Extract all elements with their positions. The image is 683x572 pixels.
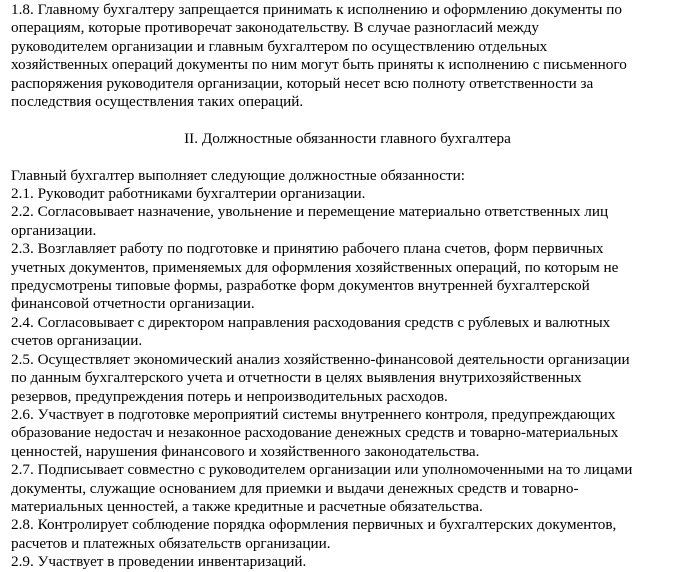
text-line: 2.3. Возглавляет работу по подготовке и принятию рабочего плана счетов, форм первичных xyxy=(11,240,604,258)
text-line: 2.4. Согласовывает с директором направления расходования средств с рублевых и валютных xyxy=(11,313,611,331)
duty-2-8 xyxy=(11,516,676,553)
text-line: финансовой отчетности организации. xyxy=(11,295,255,313)
text-line: последствия осуществления таких операций. xyxy=(11,93,304,111)
duty-2-3 xyxy=(11,240,676,314)
text-line: 2.8. Контролирует соблюдение порядка оформления первичных и бухгалтерских документов, xyxy=(11,516,617,534)
lead-in-text: Главный бухгалтер выполняет следующие должностные обязанности: xyxy=(11,166,465,184)
text-line: организации. xyxy=(11,221,97,239)
duty-2-7 xyxy=(11,461,676,516)
text-line: 2.2. Согласовывает назначение, увольнение и перемещение материально ответственных лиц xyxy=(11,203,609,221)
text-line: 1.8. Главному бухгалтеру запрещается принимать к исполнению и оформлению документы по xyxy=(11,1,622,18)
duty-2-9 xyxy=(11,553,676,571)
text-line: операциям, которые противоречат законодательству. В случае разногласий между xyxy=(11,19,539,37)
text-line: предусмотрены типовые формы, разработке форм документов внутренней бухгалтерской xyxy=(11,277,590,295)
spacer xyxy=(11,148,676,166)
duty-2-4 xyxy=(11,314,676,351)
duty-2-2 xyxy=(11,203,676,240)
text-line: документы, служащие основанием для приемки и выдачи денежных средств и товарно- xyxy=(11,479,579,497)
text-line: ценностей, нарушения финансового и хозяйственного законодательства. xyxy=(11,442,480,460)
text-line: 2.5. Осуществляет экономический анализ хозяйственно-финансовой деятельности организации xyxy=(11,350,630,368)
text-line: резервов, предупреждения потерь и непроизводительных расходов. xyxy=(11,387,448,405)
duty-2-6 xyxy=(11,406,676,461)
text-line: распоряжения руководителя организации, который несет всю полноту ответственности за xyxy=(11,74,594,92)
section-heading: II. Должностные обязанности главного бухгалтера xyxy=(184,129,511,147)
paragraph-1-8 xyxy=(11,1,676,111)
text-line: руководителем организации и главным бухгалтером по осуществлению отдельных xyxy=(11,37,548,55)
text-line: учетных документов, применяемых для оформления хозяйственных операций, по которым не xyxy=(11,258,619,276)
duty-2-5 xyxy=(11,351,676,406)
text-line: материальных ценностей, а также кредитные и расчетные обязательства. xyxy=(11,497,483,515)
text-line: хозяйственных операций документы по ним могут быть приняты к исполнению с письменного xyxy=(11,56,627,74)
duty-2-1 xyxy=(11,185,676,203)
text-line: 2.6. Участвует в подготовке мероприятий системы внутреннего контроля, предупреждающих xyxy=(11,405,616,423)
text-line: образование недостач и незаконное расходование денежных средств и товарно-материальных xyxy=(11,424,619,442)
spacer xyxy=(11,111,676,129)
text-line: по данным бухгалтерского учета и отчетности в целях выявления внутрихозяйственных xyxy=(11,369,582,387)
text-line: 2.1. Руководит работниками бухгалтерии организации. xyxy=(11,185,366,203)
text-line: счетов организации. xyxy=(11,332,143,350)
text-line: 2.7. Подписывает совместно с руководителем организации или уполномоченными на то лицами xyxy=(11,461,633,479)
document-body xyxy=(11,1,676,572)
text-line: 2.9. Участвует в проведении инвентаризаций. xyxy=(11,553,307,571)
text-line: расчетов и платежных обязательств организации. xyxy=(11,534,331,552)
